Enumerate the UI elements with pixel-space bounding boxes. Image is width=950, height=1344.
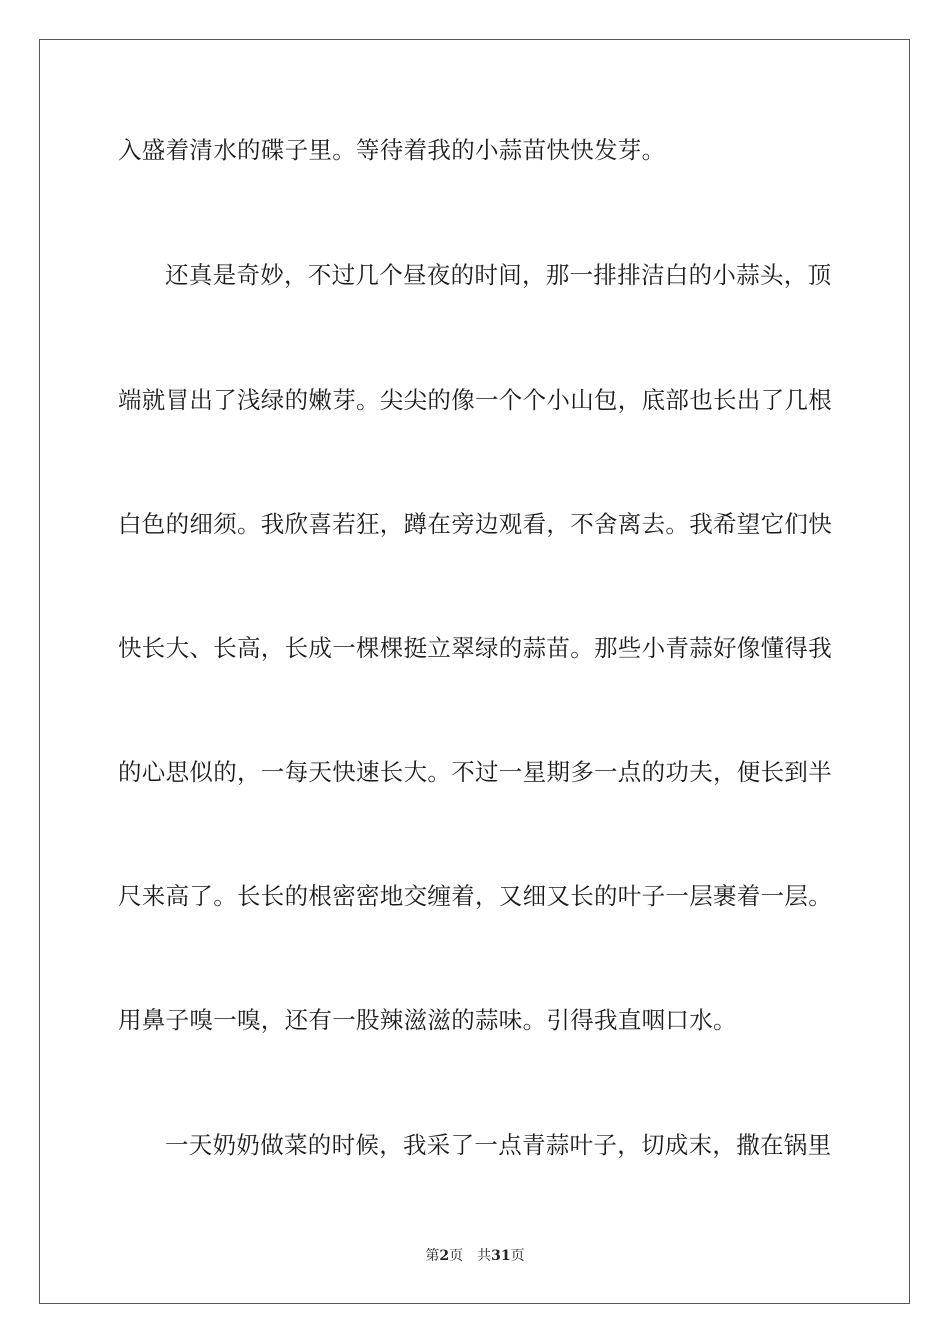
- page-number-prefix: 第: [425, 1248, 440, 1264]
- paragraph-line: 白色的细须。我欣喜若狂，蹲在旁边观看，不舍离去。我希望它们快: [118, 510, 832, 538]
- paragraph-line: 入盛着清水的碟子里。等待着我的小蒜苗快快发芽。: [118, 136, 666, 164]
- paragraph-line: 尺来高了。长长的根密密地交缠着，又细又长的叶子一层裹着一层。: [118, 882, 832, 910]
- total-pages: 31: [491, 1248, 511, 1264]
- paragraph-line: 端就冒出了浅绿的嫩芽。尖尖的像一个个小山包，底部也长出了几根: [118, 386, 832, 414]
- paragraph-line: 用鼻子嗅一嗅，还有一股辣滋滋的蒜味。引得我直咽口水。: [118, 1006, 737, 1034]
- page-footer: [0, 1246, 950, 1266]
- paragraph-line: 还真是奇妙，不过几个昼夜的时间，那一排排洁白的小蒜头，顶: [165, 261, 832, 289]
- total-pages-suffix: 页: [510, 1248, 525, 1264]
- paragraph-line: 的心思似的，一每天快速长大。不过一星期多一点的功夫，便长到半: [118, 758, 832, 786]
- page-number: 2: [439, 1248, 450, 1264]
- paragraph-line: 快长大、长高，长成一棵棵挺立翠绿的蒜苗。那些小青蒜好像懂得我: [118, 634, 832, 662]
- page-number-suffix: 页: [449, 1248, 464, 1264]
- total-pages-prefix: 共: [477, 1248, 492, 1264]
- paragraph-line: 一天奶奶做菜的时候，我采了一点青蒜叶子，切成末，撒在锅里: [165, 1131, 832, 1159]
- page-border: [39, 39, 910, 1304]
